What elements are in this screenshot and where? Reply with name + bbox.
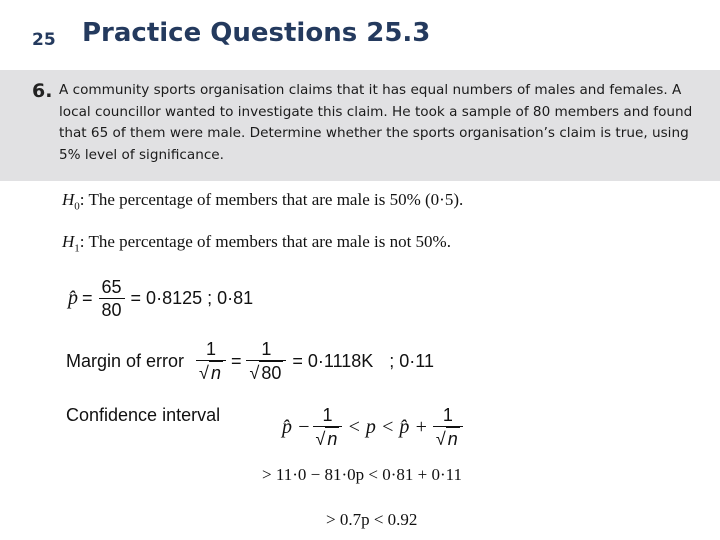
- moe-fraction-80: [246, 338, 286, 384]
- page-title: Practice Questions 25.3: [82, 18, 431, 48]
- ci-fraction-right: 1 √ n: [433, 404, 463, 450]
- question-number: 6.: [32, 80, 53, 102]
- sqrt-80: √ 80: [249, 362, 282, 383]
- moe-result: = 0·1118K: [292, 350, 374, 371]
- calculation-line-2: > 0.7p < 0.92: [326, 510, 418, 529]
- ci-middle: < p < p̂ +: [347, 415, 428, 438]
- alternative-hypothesis: [62, 232, 451, 254]
- question-text: A community sports organisation claims that it has equal numbers of males and females. A local councillor wanted to investigate this claim. He took a sample of 80 members and found that 65 of them were male. Determine whether the sports organisation’s claim is true, using 5% level of significance.: [59, 82, 693, 163]
- moe-fraction-general: [196, 338, 226, 384]
- question-band: [0, 70, 720, 181]
- ci-numerator-right: 1: [442, 405, 453, 425]
- phat-numerator: 65: [101, 277, 122, 297]
- moe-approx: ; 0·11: [389, 350, 434, 371]
- h1-subscript: 1: [74, 242, 80, 255]
- calculation-line-1: > 11·0 − 81·0p < 0·81 + 0·11: [262, 465, 462, 484]
- moe-label: Margin of error: [66, 350, 185, 371]
- null-hypothesis: [62, 190, 463, 212]
- h0-label: H: [62, 190, 75, 209]
- ci-lhs: p̂ −: [282, 415, 311, 438]
- ci-numerator-left: 1: [322, 405, 333, 425]
- phat-result: = 0·8125 ; 0·81: [130, 288, 254, 308]
- confidence-interval: [66, 405, 220, 426]
- h0-subscript: 0: [74, 200, 80, 213]
- h1-label: H: [62, 232, 75, 251]
- chapter-number: 25: [32, 30, 56, 50]
- header: [0, 0, 720, 68]
- sample-proportion: p̂ = $\frac{65}{80}$ = 0·8125 ; 0·81: [68, 277, 254, 320]
- phat-symbol: p̂: [68, 287, 78, 309]
- moe-numerator-2: 1: [261, 339, 272, 359]
- h0-text: : The percentage of members that are male is 50% (0·5).: [79, 190, 464, 209]
- margin-of-error: Margin of error 1 √ n = 1 √ 80 = 0·1118K ; 0·11: [66, 339, 434, 383]
- moe-numerator-1: 1: [205, 339, 216, 359]
- phat-fraction: [99, 276, 125, 321]
- sqrt-n: √ n: [199, 362, 221, 383]
- ci-fraction-left: 1 √ n: [313, 404, 343, 450]
- h1-text: : The percentage of members that are male is not 50%.: [79, 232, 451, 251]
- ci-expression: [282, 404, 465, 450]
- ci-label: Confidence interval: [66, 405, 221, 425]
- phat-denominator: 80: [99, 298, 125, 321]
